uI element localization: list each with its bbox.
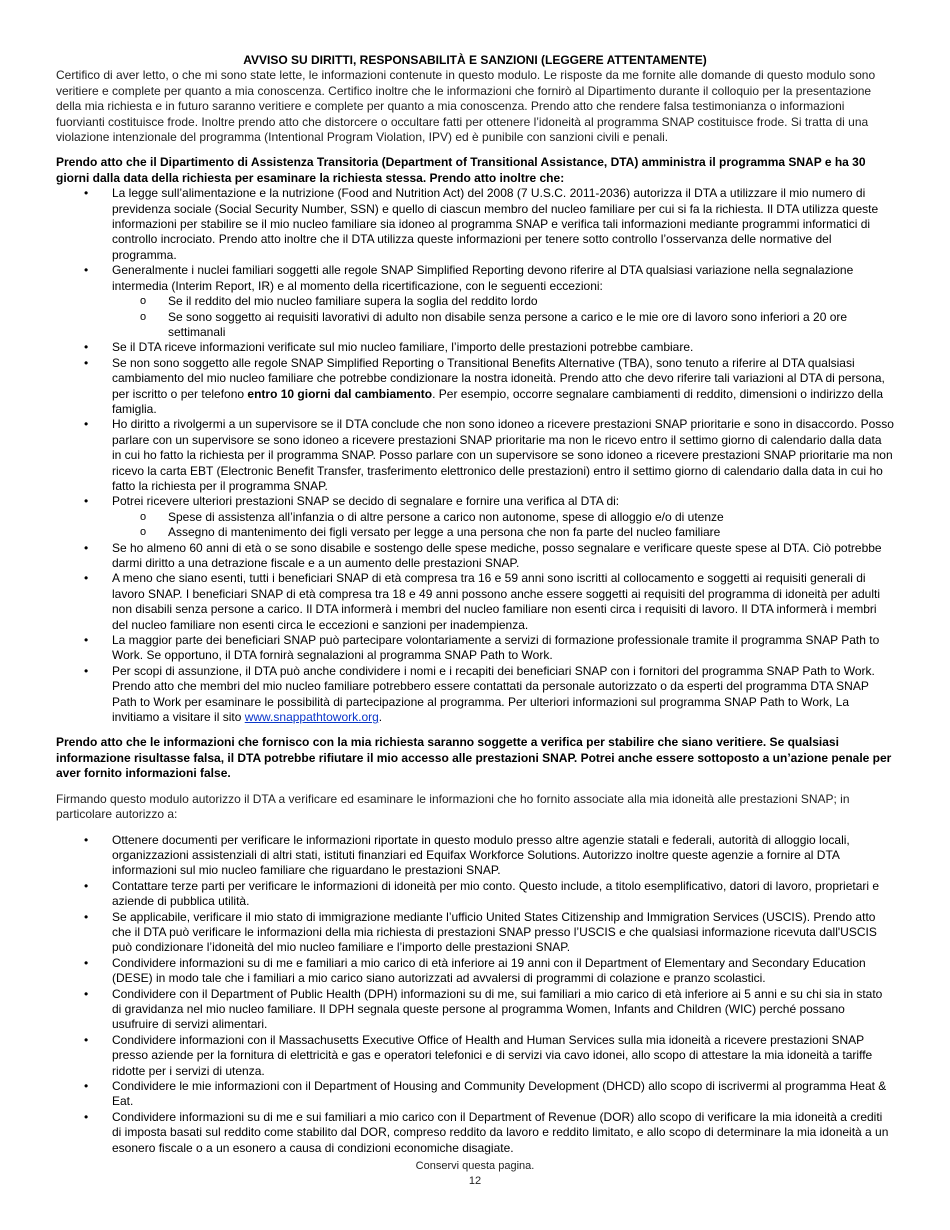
list-item: • Ho diritto a rivolgermi a un supervisore se il DTA conclude che non sono idoneo a ricevere prestazioni SNAP prioritarie e sono in disaccordo. Posso parlare con un supervisore se sono idoneo a ricevere prestazioni SNAP prioritarie ma non le ricevo entro il settimo giorno di calendario dalla data in cui ho fatto la richiesta per il programma SNAP. Posso parlare con un supervisore se sono idoneo a ricevere prestazioni SNAP prioritarie ma non ricevo la carta EBT (Electronic Benefit Transfer, trasferimento elettronico delle prestazioni) entro il settimo giorno di calendario dalla data in cui ho fatto la richiesta per il programma SNAP. (56, 417, 894, 494)
page-number: 12 (468, 1175, 482, 1187)
page-footer (0, 1159, 950, 1189)
acknowledgement-list (56, 186, 894, 725)
verification-notice: Prendo atto che le informazioni che fornisco con la mia richiesta saranno soggette a verifica per stabilire che siano veritiere. Se qualsiasi informazione risultasse falsa, il DTA potrebbe rifiutare il mio accesso alle prestazioni SNAP. Potrei anche essere sottoposto a un’azione penale per aver fornito informazioni false. (56, 735, 892, 781)
authorization-list (56, 833, 894, 1157)
sub-list-item: o Se sono soggetto ai requisiti lavorativi di adulto non disabile senza persone a carico e le mie ore di lavoro sono inferiori a 20 ore settimanali (112, 310, 894, 341)
sub-list-item: o Se il reddito del mio nucleo familiare supera la soglia del reddito lordo (112, 294, 894, 309)
dta-acknowledgement-heading: Prendo atto che il Dipartimento di Assistenza Transitoria (Department of Transitional Assistance, DTA) amministra il programma SNAP e ha 30 giorni dalla data della richiesta per esaminare la richiesta stessa. Prendo atto inoltre che: (56, 155, 866, 185)
sub-list-item: o Spese di assistenza all’infanzia o di altre persone a carico non autonome, spese di alloggio e/o di utenze (112, 510, 894, 525)
list-item: • Condividere con il Department of Public Health (DPH) informazioni su di me, sui familiari a mio carico di età inferiore ai 5 anni e su chi sia in stato di gravidanza nel mio nucleo familiare. Il DPH segnala queste persone al programma Women, Infants and Children (WIC) perché possano usufruire di servizi alimentari. (56, 987, 894, 1033)
list-item: • Ottenere documenti per verificare le informazioni riportate in questo modulo presso altre agenzie statali e federali, autorità di alloggio locali, organizzazioni assistenziali di altri stati, istituti finanziari ed Equifax Workforce Solutions. Autorizzo inoltre queste agenzie a fornire al DTA informazioni sul mio nucleo familiare che riguardano le prestazioni SNAP. (56, 833, 894, 879)
spacer (56, 823, 894, 833)
list-item: • A meno che siano esenti, tutti i beneficiari SNAP di età compresa tra 16 e 59 anni sono iscritti al collocamento e soggetti ai requisiti generali di lavoro SNAP. I beneficiari SNAP di età compresa tra 18 e 49 anni possono anche essere soggetti ai requisiti del programma di idoneità per adulti non disabili senza persone a carico. Il DTA informerà i membri del nucleo familiare non esenti circa i requisiti di lavoro. Il DTA informerà i membri del nucleo familiare non esenti circa le eccezioni e sanzioni per inadempienza. (56, 571, 894, 633)
sub-list (112, 294, 894, 340)
spacer (56, 145, 894, 155)
list-item: • Se non sono soggetto alle regole SNAP Simplified Reporting o Transitional Benefits Alternative (TBA), sono tenuto a riferire al DTA qualsiasi cambiamento del mio nucleo familiare che potrebbe condizionare la nostra idoneità. Prendo atto che devo riferire tali variazioni al DTA di persona, per iscritto o per telefono entro 10 giorni dal cambiamento. Per esempio, occorre segnalare cambiamenti di reddito, dimensioni o indirizzo della famiglia. (56, 356, 894, 418)
list-item: • Se applicabile, verificare il mio stato di immigrazione mediante l’ufficio United States Citizenship and Immigration Services (USCIS). Prendo atto che il DTA può verificare le informazioni della mia richiesta di prestazioni SNAP presso l’USCIS e che qualsiasi informazione ricevuta dall'USCIS può condizionare l’idoneità del mio nucleo familiare e l’importo delle prestazioni SNAP. (56, 910, 894, 956)
notice-title: AVVISO SU DIRITTI, RESPONSABILITÀ E SANZIONI (LEGGERE ATTENTAMENTE) (243, 53, 707, 67)
list-item: • La maggior parte dei beneficiari SNAP può partecipare volontariamente a servizi di formazione professionale tramite il programma SNAP Path to Work. Se opportuno, il DTA fornirà segnalazioni al programma SNAP Path to Work. (56, 633, 894, 664)
sub-list (112, 510, 894, 541)
spacer (56, 782, 894, 792)
authorization-intro: Firmando questo modulo autorizzo il DTA a verificare ed esaminare le informazioni che ho fornito associate alla mia idoneità alle prestazioni SNAP; in particolare autorizzo a: (56, 791, 850, 822)
list-item: • La legge sull’alimentazione e la nutrizione (Food and Nutrition Act) del 2008 (7 U.S.C. 2011-2036) autorizza il DTA a utilizzare il mio numero di previdenza sociale (Social Security Number, SSN) e quello di ciascun membro del nucleo familiare per cui si fa la richiesta. Il DTA utilizza queste informazioni per stabilire se il mio nucleo familiare sia idoneo al programma SNAP e verifica tali informazioni mediante programmi informatici di controllo incrociato. Prendo atto inoltre che il DTA utilizza queste informazioni per tenere sotto controllo l’osservanza delle normative del programma. (56, 186, 894, 263)
list-item: • Potrei ricevere ulteriori prestazioni SNAP se decido di segnalare e fornire una verifica al DTA di: o Spese di assistenza all’infanzia o di altre persone a carico non autonome, spese di alloggio e/o di utenze o Assegno di mantenimento dei figli versato per legge a una persona che non fa parte del nucleo familiare (56, 494, 894, 540)
list-item: • Condividere informazioni su di me e familiari a mio carico di età inferiore ai 19 anni con il Department of Elementary and Secondary Education (DESE) in modo tale che i familiari a mio carico siano autorizzati ad avvalersi di programmi di colazione e pranzo scolastici. (56, 956, 894, 987)
list-item: • Condividere informazioni su di me e sui familiari a mio carico con il Department of Revenue (DOR) allo scopo di verificare la mia idoneità a crediti di imposta basati sul reddito come stabilito dal DOR, compreso reddito da lavoro e reddito limitato, e allo scopo di determinare la mia idoneità a un esonero fiscale o a un esonero a causa di condizioni economiche disagiate. (56, 1110, 894, 1156)
certification-paragraph: Certifico di aver letto, o che mi sono state lette, le informazioni contenute in questo modulo. Le risposte da me fornite alle domande di questo modulo sono veritiere e complete per quanto a mia conoscenza. Certifico inoltre che le informazioni che fornirò al Dipartimento durante il colloquio per la presentazione della mia richiesta e in futuro saranno veritiere e complete per quanto a mia conoscenza. Prendo atto che rendere falsa testimonianza o informazioni fuorvianti costituisce frode. Inoltre prendo atto che distorcere o occultare fatti per ottenere l’idoneità al programma SNAP costituisce frode. Si tratta di una violazione intenzionale del programma (Intentional Program Violation, IPV) ed è punibile con sanzioni civili e penali. (56, 68, 876, 145)
list-item: • Se il DTA riceve informazioni verificate sul mio nucleo familiare, l’importo delle prestazioni potrebbe cambiare. (56, 340, 894, 355)
list-item: • Se ho almeno 60 anni di età o se sono disabile e sostengo delle spese mediche, posso segnalare e verificare queste spese al DTA. Ciò potrebbe darmi diritto a una detrazione fiscale e a un aumento delle prestazioni SNAP. (56, 541, 894, 572)
list-item: • Per scopi di assunzione, il DTA può anche condividere i nomi e i recapiti dei beneficiari SNAP con i fornitori del programma SNAP Path to Work. Prendo atto che membri del mio nucleo familiare potrebbero essere contattati da personale autorizzato o da esperti del programma DTA SNAP Path to Work per esaminare le possibilità di partecipazione al programma. Per ulteriori informazioni sul programma SNAP Path to Work, La invitiamo a visitare il sito www.snappathtowork.org. (56, 664, 894, 726)
deadline-emphasis: entro 10 giorni dal cambiamento (247, 386, 433, 401)
keep-page-note: Conservi questa pagina. (415, 1160, 535, 1172)
list-item: • Generalmente i nuclei familiari soggetti alle regole SNAP Simplified Reporting devono riferire al DTA qualsiasi variazione nella segnalazione intermedia (Interim Report, IR) e al momento della ricertificazione, con le seguenti eccezioni: o Se il reddito del mio nucleo familiare supera la soglia del reddito lordo o Se sono soggetto ai requisiti lavorativi di adulto non disabile senza persone a carico e le mie ore di lavoro sono inferiori a 20 ore settimanali (56, 263, 894, 340)
sub-list-item: o Assegno di mantenimento dei figli versato per legge a una persona che non fa parte del nucleo familiare (112, 525, 894, 540)
snap-path-to-work-link[interactable]: www.snappathtowork.org (244, 710, 379, 725)
list-item: • Condividere informazioni con il Massachusetts Executive Office of Health and Human Services sulla mia idoneità a ricevere prestazioni SNAP presso aziende per la fornitura di elettricità e gas e operatori telefonici e di servizi via cavo idonei, allo scopo di attestare la mia idoneità a tariffe ridotte per i servizi di utenza. (56, 1033, 894, 1079)
spacer (56, 725, 894, 735)
list-item: • Contattare terze parti per verificare le informazioni di idoneità per mio conto. Questo include, a titolo esemplificativo, datori di lavoro, proprietari e aziende di pubblica utilità. (56, 879, 894, 910)
list-item: • Condividere le mie informazioni con il Department of Housing and Community Development (DHCD) allo scopo di iscrivermi al programma Heat & Eat. (56, 1079, 894, 1110)
